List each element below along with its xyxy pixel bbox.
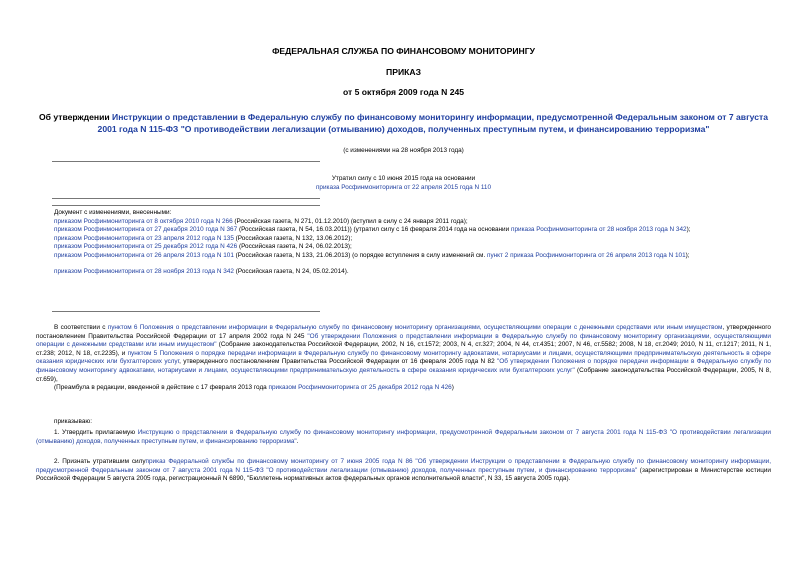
item-1: [36, 429, 771, 446]
change-text: (Российская газета, N 271, 01.12.2010) (вступил в силу с 24 января 2011 года);: [232, 217, 468, 225]
change-text: (Российская газета, N 132, 13.06.2012);: [233, 234, 353, 242]
change-link[interactable]: приказом Росфинмониторинга от 23 апреля 2012 года N 135: [54, 234, 234, 242]
item-2-paragraph: [36, 458, 771, 484]
change-link[interactable]: приказом Росфинмониторинга от 8 октября 2010 года N 266: [54, 217, 233, 225]
change-text: );: [686, 226, 691, 233]
item-link[interactable]: Инструкцию о представлении в Федеральную службу по финансовому мониторингу информации, предусмотренной Федеральным законом от 7 августа 2001 года N 115-ФЗ "О противодействии легализации (отмыванию) доходов, полученных преступным путем, и финансированию терроризма": [36, 429, 771, 445]
amended-note: (с изменениями на 28 ноября 2013 года): [343, 147, 464, 154]
item-link[interactable]: приказ Федеральной службы по финансовому мониторингу от 7 июня 2005 года N 86 "Об утверждении Инструкции о представлении в Федеральную службу по финансовому мониторингу информации, предусмотренной Федеральным законом от 7 августа 2001 года N 115-ФЗ "О противодействии легализации (отмыванию) доходов, полученных преступным путем, и финансированию терроризма": [36, 458, 772, 474]
preamble-text: (Собрание законодательства Российской Федерации, 2005, N 8, ст.659),: [36, 366, 772, 383]
change-link[interactable]: приказом Росфинмониторинга от 28 ноября 2013 года N 342: [54, 268, 234, 275]
item-text: .: [296, 437, 299, 445]
order-word: [36, 418, 771, 427]
list-item: [36, 252, 771, 261]
lost-force-line: Утратил силу с 10 июня 2015 года на основании: [331, 175, 476, 182]
agency-name: ФЕДЕРАЛЬНАЯ СЛУЖБА ПО ФИНАНСОВОМУ МОНИТОРИНГУ: [272, 46, 535, 56]
change-text: (Российская газета, N 54, 16.03.2011)) (утратил силу с 16 февраля 2014 года на основании: [237, 226, 511, 233]
preamble-link[interactable]: "Об утверждении Положения о порядке передачи информации в Федеральную службу по финансовому мониторингу адвокатами, нотариусами и лицами, осуществляющими предпринимательскую деятельность в сфере оказания юридических или бухгалтерских услуг": [36, 358, 771, 374]
preamble-link[interactable]: пунктом 6 Положения о представлении информации в Федеральную службу по финансовому мониторингу организациями, осуществляющими операции с денежными средствами или иным имуществом: [107, 324, 723, 331]
preamble-text: (Преамбула в редакции, введенной в действие с 17 февраля 2013 года: [54, 384, 269, 392]
doc-date: от 5 октября 2009 года N 245: [342, 87, 465, 97]
change-text: (Российская газета, N 133, 21.06.2013) (о порядке вступления в силу изменений см.: [233, 251, 487, 259]
change-text: );: [685, 251, 690, 259]
preamble-text: ): [451, 384, 454, 392]
list-item: [36, 235, 771, 244]
preamble-text: В соответствии с: [54, 324, 108, 331]
list-item: [36, 218, 771, 227]
title-link[interactable]: Инструкции о представлении в Федеральную службу по финансовому мониторингу информации, предусмотренной Федеральным законом от 7 августа 2001 года N 115-ФЗ "О противодействии легализации (отмыванию) доходов, полученных преступным путем, и финансированию терроризма": [97, 112, 768, 134]
doc-type: ПРИКАЗ: [386, 67, 421, 77]
item-text: 1. Утвердить прилагаемую: [54, 429, 138, 436]
changes-heading: Документ с изменениями, внесенными:: [54, 209, 172, 216]
preamble: [36, 324, 771, 393]
divider: [52, 311, 320, 312]
change-link[interactable]: пункт 2 приказа Росфинмониторинга от 26 апреля 2013 года N 101: [487, 251, 686, 259]
change-link[interactable]: приказом Росфинмониторинга от 26 апреля 2013 года N 101: [54, 251, 234, 259]
preamble-text: (Собрание законодательства Российской Федерации, 2002, N 16, ст.1572; 2003, N 4, ст.327; 2004, N 44, ст.4351; 2007, N 46, ст.5582; 2008, N 18, ст.2049; 2010, N 11, ст.1217; 2011, N 1, ст.238; 2012, N 18, ст.2235), и: [36, 341, 771, 357]
order-word-text: приказываю:: [54, 418, 92, 425]
change-text: (Российская газета, N 24, 06.02.2013);: [237, 243, 352, 250]
title-prefix: Об утверждении: [39, 112, 113, 122]
preamble-link[interactable]: пунктом 5 Положения о порядке передачи информации в Федеральную службу по финансовому мониторингу адвокатами, нотариусами и лицами, осуществляющими предпринимательскую деятельность в сфере оказания юридических или бухгалтерских услуг: [36, 349, 771, 366]
list-item: [36, 226, 771, 235]
doc-title: [36, 111, 771, 135]
divider: [52, 161, 320, 162]
preamble-text: , утвержденного постановлением Правительства Российской Федерации от 17 апреля 2002 года N 245: [36, 324, 771, 340]
preamble-link[interactable]: "Об утверждении Положения о представлении информации в Федеральную службу по финансовому мониторингу организациями, осуществляющими операции с денежными средствами или иным имуществом": [36, 332, 771, 349]
changes-list: [36, 209, 771, 277]
preamble-text: , утвержденного постановлением Правительства Российской Федерации от 16 февраля 2005 года N 82: [179, 358, 498, 366]
lost-force-link[interactable]: приказа Росфинмониторинга от 22 апреля 2015 года N 110: [315, 184, 492, 191]
change-link[interactable]: приказа Росфинмониторинга от 28 ноября 2013 года N 342: [510, 226, 687, 233]
divider: [52, 198, 320, 199]
list-item: [36, 268, 771, 277]
preamble-paragraph: [36, 324, 771, 384]
preamble-note: [36, 384, 771, 393]
preamble-link[interactable]: приказом Росфинмониторинга от 25 декабря 2012 года N 426: [268, 384, 452, 392]
list-item: [36, 243, 771, 252]
item-text: 2. Признать утратившим силу: [54, 458, 146, 465]
divider: [52, 205, 320, 206]
change-link[interactable]: приказом Росфинмониторинга от 25 декабря 2012 года N 426: [54, 243, 238, 250]
change-text: (Российская газета, N 24, 05.02.2014).: [233, 268, 349, 275]
change-link[interactable]: приказом Росфинмониторинга от 27 декабря 2010 года N 367: [54, 226, 238, 233]
item-2: [36, 458, 771, 484]
item-text: (зарегистрирован в Министерстве юстиции Российской Федерации 5 августа 2005 года, регистрационный N 6890, "Бюллетень нормативных актов федеральных органов исполнительной власти", N 33, 15 августа 2005 года).: [36, 466, 771, 483]
item-1-paragraph: [36, 429, 771, 446]
